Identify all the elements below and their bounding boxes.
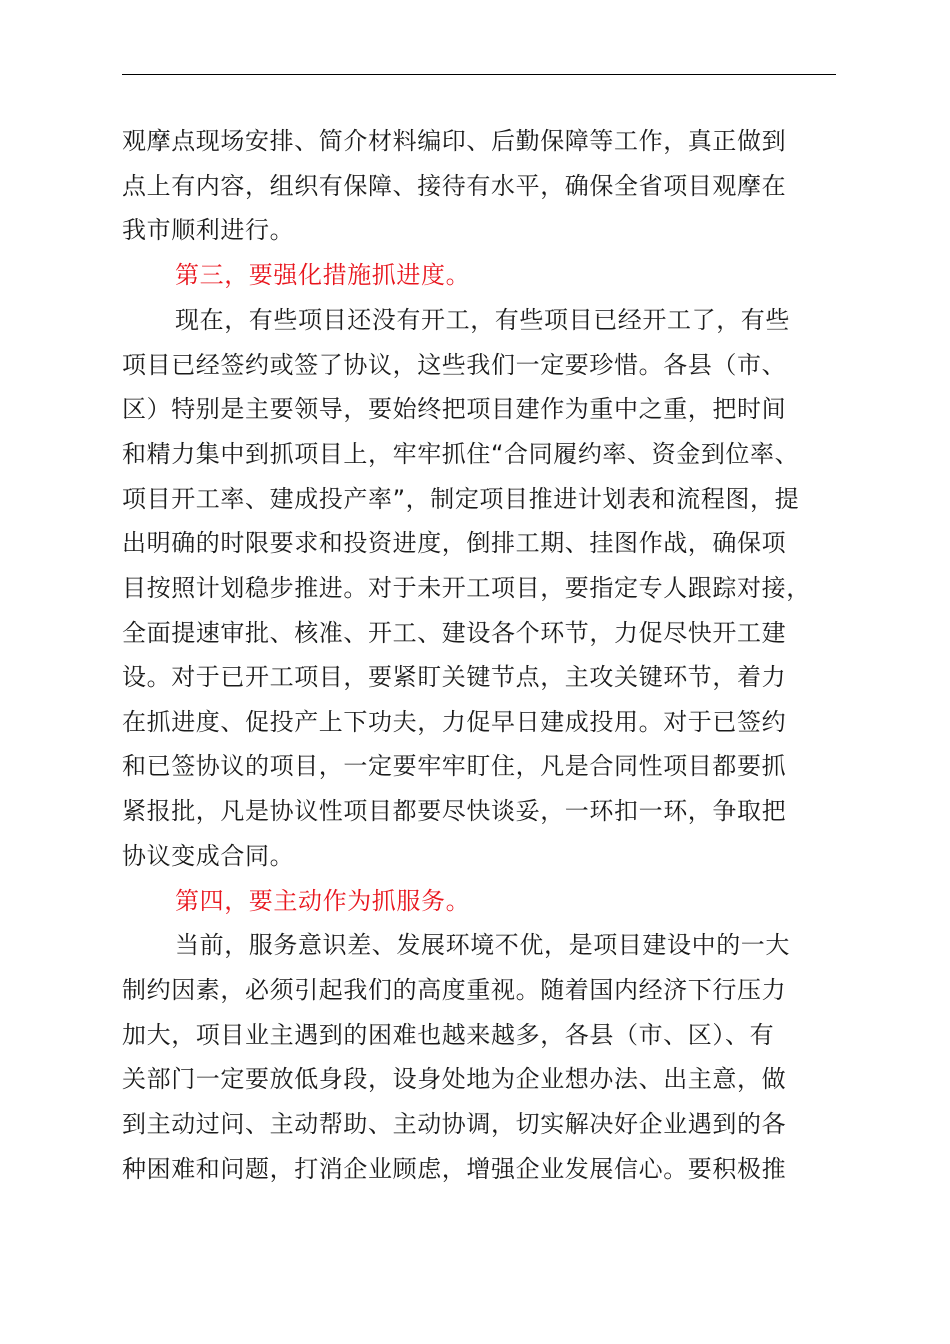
body-line: 在抓进度、促投产上下功夫，力促早日建成投用。对于已签约	[122, 708, 787, 736]
body-line: 到主动过问、主动帮助、主动协调，切实解决好企业遇到的各	[122, 1110, 787, 1138]
body-line: 关部门一定要放低身段，设身处地为企业想办法、出主意，做	[122, 1065, 787, 1093]
body-line: 观摩点现场安排、简介材料编印、后勤保障等工作，真正做到	[122, 127, 787, 155]
body-line: 种困难和问题，打消企业顾虑，增强企业发展信心。要积极推	[122, 1155, 787, 1183]
body-line: 和已签协议的项目，一定要牢牢盯住，凡是合同性项目都要抓	[122, 752, 787, 780]
section-heading-third: 第三，要强化措施抓进度。	[175, 261, 471, 289]
body-line: 设。对于已开工项目，要紧盯关键节点，主攻关键环节，着力	[122, 663, 787, 691]
body-line: 紧报批，凡是协议性项目都要尽快谈妥，一环扣一环，争取把	[122, 797, 787, 825]
body-line: 项目已经签约或签了协议，这些我们一定要珍惜。各县（市、	[122, 351, 787, 379]
body-line: 现在，有些项目还没有开工，有些项目已经开工了，有些	[175, 306, 790, 334]
body-line: 我市顺利进行。	[122, 216, 295, 244]
body-line: 协议变成合同。	[122, 842, 295, 870]
header-rule	[122, 74, 836, 75]
body-line: 当前，服务意识差、发展环境不优，是项目建设中的一大	[175, 931, 790, 959]
section-heading-fourth: 第四，要主动作为抓服务。	[175, 887, 471, 915]
body-line: 出明确的时限要求和投资进度，倒排工期、挂图作战，确保项	[122, 529, 787, 557]
body-line: 目按照计划稳步推进。对于未开工项目，要指定专人跟踪对接，	[122, 574, 811, 602]
body-line: 点上有内容，组织有保障、接待有水平，确保全省项目观摩在	[122, 172, 787, 200]
body-line: 全面提速审批、核准、开工、建设各个环节，力促尽快开工建	[122, 619, 787, 647]
body-line: 制约因素，必须引起我们的高度重视。随着国内经济下行压力	[122, 976, 787, 1004]
body-line: 项目开工率、建成投产率”，制定项目推进计划表和流程图，提	[122, 485, 800, 513]
body-line: 加大，项目业主遇到的困难也越来越多，各县（市、区）、有	[122, 1021, 775, 1049]
body-line: 和精力集中到抓项目上，牢牢抓住“合同履约率、资金到位率、	[122, 440, 800, 468]
body-line: 区）特别是主要领导，要始终把项目建作为重中之重，把时间	[122, 395, 787, 423]
